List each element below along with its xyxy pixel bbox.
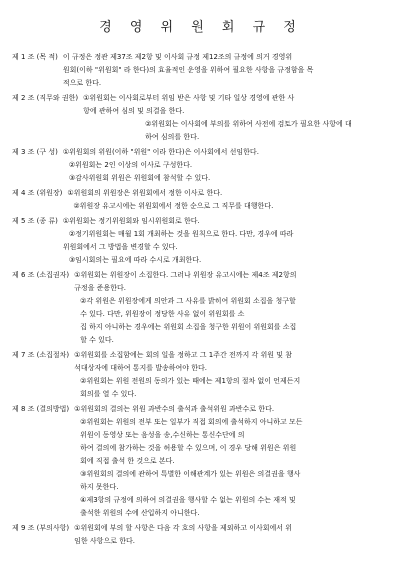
article-line: ②정기위원회는 매월 1회 개최하는 것을 원칙으로 한다. 다만, 경우에 따라 <box>68 230 294 238</box>
article-line: ②위원장 유고시에는 위원회에서 정한 순으로 그 직무를 대행한다. <box>73 202 274 210</box>
article-body <box>63 215 390 267</box>
article-line: ②위원회는 2인 이상의 이사로 구성한다. <box>68 161 193 169</box>
article-line: ③위원회의 결의에 관하여 특별한 이해관계가 있는 위원은 의결권을 행사 <box>80 470 301 478</box>
article-label: 제 9 조 (부의사항) <box>12 524 70 532</box>
article-line: ②위원회는 위원 전원의 동의가 있는 때에는 제1항의 절차 없이 언제든지 <box>80 377 301 385</box>
article-line: ①위원회의 결의는 위원 과반수의 출석과 출석위원 과반수로 한다. <box>74 405 275 413</box>
article-7 <box>12 349 390 401</box>
article-label: 제 2 조 (직무와 권한) <box>12 94 79 102</box>
article-line: ④제3항의 규정에 의하여 의결권을 행사할 수 없는 위원의 수는 재적 및 <box>80 496 296 504</box>
article-line: 하여 심의를 한다. <box>145 133 200 141</box>
article-line: ①위원회를 소집함에는 회의 일을 정하고 그 1주간 전까지 각 위원 및 참 <box>74 351 292 359</box>
article-label: 제 4 조 (위원장) <box>12 189 63 197</box>
article-line: ①위원회는 위원장이 소집한다. 그러나 위원장 유고시에는 제4조 제2항의 <box>74 271 297 279</box>
article-line: 항에 관하여 심의 및 의결을 한다. <box>83 107 185 115</box>
article-label: 제 7 조 (소집절차) <box>12 351 70 359</box>
article-line: 규정을 준용한다. <box>74 284 126 292</box>
article-list <box>12 51 390 548</box>
article-body <box>67 187 390 213</box>
article-3 <box>12 146 390 185</box>
article-label: 제 1 조 (목 적) <box>12 53 58 61</box>
article-line: 위원회에서 그 방법을 변경할 수 있다. <box>62 243 178 251</box>
article-4 <box>12 187 390 213</box>
article-body <box>83 92 390 144</box>
article-line: 임한 사항으로 한다. <box>74 537 135 545</box>
article-body <box>74 269 390 347</box>
article-9 <box>12 522 390 548</box>
article-label: 제 5 조 (종 류) <box>12 217 58 225</box>
article-line: 이 규정은 정관 제37조 제2항 및 이사회 규정 제12조의 규정에 의거 경영위 <box>62 53 293 61</box>
article-line: 할 수 있다. <box>80 336 114 344</box>
article-label: 제 8 조 (결의방법) <box>12 405 70 413</box>
article-line: ①위원회에 부의 할 사항은 다음 각 호의 사항을 제외하고 이사회에서 위 <box>74 524 293 532</box>
article-body <box>74 403 390 520</box>
article-1 <box>12 51 390 90</box>
article-line: 위원이 동영상 또는 음성을 송,수신하는 통신수단에 의 <box>80 431 245 439</box>
article-line: ①위원회는 정기위원회와 임시위원회로 한다. <box>62 217 200 225</box>
article-6 <box>12 269 390 347</box>
article-line: 적으로 한다. <box>62 79 102 87</box>
article-line: 출석한 위원의 수에 산입하지 아니한다. <box>80 509 200 517</box>
article-line: ①위원회의 위원장은 위원회에서 정한 이사로 한다. <box>67 189 223 197</box>
article-line: ②위원회는 위원의 전부 또는 일부가 직접 회의에 출석하지 아니하고 모든 <box>80 418 303 426</box>
article-body <box>63 51 390 90</box>
article-line: ③임시회의는 필요에 따라 수시로 개최한다. <box>68 256 202 264</box>
article-line: ②위원회는 이사회에 부의를 위하여 사전에 검토가 필요한 사항에 대 <box>145 120 352 128</box>
article-line: 하여 결의에 참가하는 것을 허용할 수 있으며, 이 경우 당해 위원은 위원 <box>80 444 297 452</box>
article-body <box>74 522 390 548</box>
article-line: 수 있다. 다만, 위원장이 정당한 사유 없이 위원회를 소 <box>80 310 245 318</box>
article-line: ①위원회는 이사회로부터 위임 받은 사항 및 기타 일상 경영에 관한 사 <box>83 94 295 102</box>
article-8 <box>12 403 390 520</box>
article-line: 회의를 열 수 있다. <box>80 390 137 398</box>
article-body <box>63 146 390 185</box>
document-title: 경 영 위 원 회 규 정 <box>99 20 303 35</box>
article-2 <box>12 92 390 144</box>
article-line: 집 하지 아니하는 경우에는 위원회 소집을 청구한 위원이 위원회를 소집 <box>80 323 297 331</box>
article-line: ①위원회의 위원(이하 "위원" 이라 한다)은 이사회에서 선임한다. <box>62 148 259 156</box>
article-5 <box>12 215 390 267</box>
article-body <box>74 349 390 401</box>
article-line: 석대상자에 대하여 통지를 발송하여야 한다. <box>74 364 208 372</box>
article-line: 원회(이하 "위원회" 라 한다)의 효율적인 운영을 위하여 필요한 사항을 규정함을 목 <box>62 66 314 74</box>
article-label: 제 6 조 (소집권자) <box>12 271 70 279</box>
article-label: 제 3 조 (구 성) <box>12 148 58 156</box>
article-line: 하지 못한다. <box>80 483 119 491</box>
article-line: ②각 위원은 위원장에게 의안과 그 사유를 밝히여 위원회 소집을 청구할 <box>80 297 296 305</box>
article-line: ③감사위원회 위원은 위원회에 참석할 수 있다. <box>68 174 211 182</box>
article-line: 회에 직접 출석 한 것으로 본다. <box>80 457 175 465</box>
